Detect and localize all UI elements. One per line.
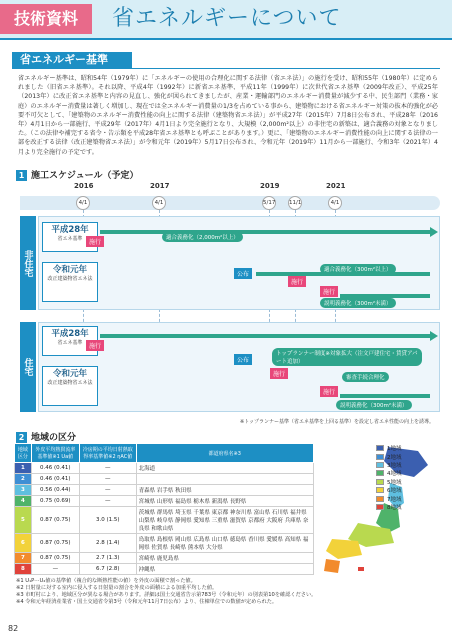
legend-item xyxy=(376,478,402,486)
region-number: 1 xyxy=(15,463,32,474)
legend-label: 5地域 xyxy=(387,479,402,486)
date-marker: 4/1 xyxy=(328,196,342,210)
table-row xyxy=(15,474,314,485)
page-title: 省エネルギーについて xyxy=(112,6,342,31)
residential-label: 住宅 xyxy=(20,322,36,412)
eta-value: — xyxy=(79,474,136,485)
regions-number: 2 xyxy=(16,432,27,443)
notes xyxy=(16,578,436,606)
table-row xyxy=(15,507,314,534)
header-rule xyxy=(0,38,452,40)
prefectures: 宮城県 山形県 福島県 栃木県 新潟県 長野県 xyxy=(136,496,313,507)
date-marker: 5/17 xyxy=(262,196,276,210)
year-label: 2019 xyxy=(260,182,280,190)
legend-swatch xyxy=(376,487,384,493)
schedule-number: 1 xyxy=(16,170,27,181)
year-label: 2017 xyxy=(150,182,170,190)
map-region xyxy=(358,567,364,571)
table-header: 地域区分 xyxy=(15,444,32,463)
legend-label: 2地域 xyxy=(387,454,402,461)
eta-value: 2.8 (1.4) xyxy=(79,534,136,553)
prefectures: 北海道 xyxy=(136,463,313,474)
event-label: トップランナー制度※対象拡大（注文戸建住宅・賃貸アパート追加） xyxy=(272,348,422,366)
standard-name: 令和元年 xyxy=(52,265,87,275)
table-header: 外皮平均熱貫流率基準値※1 Ua値 xyxy=(31,444,79,463)
legend-label: 1地域 xyxy=(387,446,402,453)
legend-swatch xyxy=(376,504,384,510)
arrow-head xyxy=(430,227,438,237)
prefectures: 鳥取県 島根県 岡山県 広島県 山口県 徳島県 香川県 愛媛県 高知県 福岡県 佐賀県 長崎県 熊本県 大分県 xyxy=(136,534,313,553)
legend-swatch xyxy=(376,454,384,460)
table-row xyxy=(15,534,314,553)
event-label: 公布 xyxy=(234,268,252,279)
standard-name: 平成28年 xyxy=(51,329,89,339)
standard-name: 令和元年 xyxy=(52,369,87,379)
ua-value: 0.46 (0.41) xyxy=(31,474,79,485)
legend-label: 4地域 xyxy=(387,471,402,478)
timeline-bar xyxy=(100,230,430,234)
table-row xyxy=(15,463,314,474)
region-number: 4 xyxy=(15,496,32,507)
eta-value: 6.7 (2.8) xyxy=(79,564,136,575)
legend-item xyxy=(376,444,402,452)
schedule-heading xyxy=(16,168,138,181)
date-marker: 4/1 xyxy=(76,196,90,210)
region-number: 8 xyxy=(15,564,32,575)
legend-label: 7地域 xyxy=(387,496,402,503)
non-residential-label: 非住宅 xyxy=(20,216,36,310)
event-label: 審査手続合理化 xyxy=(342,372,389,382)
table-header: 冷房期の平均日射熱取得率基準値※2 ηAC値 xyxy=(79,444,136,463)
map-legend xyxy=(376,444,402,511)
legend-item xyxy=(376,452,402,460)
legend-item xyxy=(376,503,402,511)
region-number: 5 xyxy=(15,507,32,534)
prefectures: 宮崎県 鹿児島県 xyxy=(136,553,313,564)
legend-label: 8地域 xyxy=(387,504,402,511)
legend-swatch xyxy=(376,496,384,502)
prefectures: 茨城県 群馬県 埼玉県 千葉県 東京都 神奈川県 富山県 石川県 福井県 山梨県 岐阜県 静岡県 愛知県 三重県 滋賀県 京都府 大阪府 兵庫県 奈良県 和歌山県 xyxy=(136,507,313,534)
legend-swatch xyxy=(376,479,384,485)
regions-heading xyxy=(16,430,76,443)
ua-value: 0.75 (0.69) xyxy=(31,496,79,507)
legend-item xyxy=(376,494,402,502)
schedule-heading-text: 施工スケジュール（予定） xyxy=(31,171,139,181)
ua-value: 0.56 (0.44) xyxy=(31,485,79,496)
eta-value: 3.0 (1.5) xyxy=(79,507,136,534)
table-row xyxy=(15,553,314,564)
regions-heading-text: 地域の区分 xyxy=(31,433,77,443)
event-label: 施行 xyxy=(320,386,338,397)
ua-value: 0.46 (0.41) xyxy=(31,463,79,474)
ua-value: 0.87 (0.75) xyxy=(31,534,79,553)
event-label: 適合義務化（2,000m²以上） xyxy=(162,232,243,242)
legend-label: 6地域 xyxy=(387,488,402,495)
map-region xyxy=(324,559,340,573)
ua-value: 0.87 (0.75) xyxy=(31,507,79,534)
event-label: 施行 xyxy=(86,236,104,247)
event-label: 施行 xyxy=(270,368,288,379)
legend-swatch xyxy=(376,462,384,468)
prefectures: 青森県 岩手県 秋田県 xyxy=(136,485,313,496)
note-line: ※2 日射量に対する室内に侵入する日射量の割合を外皮の面積による加重平均した値。 xyxy=(16,585,218,591)
ua-value: — xyxy=(31,564,79,575)
event-label: 説明義務化（300m²未満） xyxy=(336,400,412,410)
date-marker: 4/1 xyxy=(152,196,166,210)
region-number: 3 xyxy=(15,485,32,496)
page-header xyxy=(0,0,452,46)
eta-value: — xyxy=(79,463,136,474)
region-number: 6 xyxy=(15,534,32,553)
event-label: 施行 xyxy=(86,340,104,351)
legend-label: 3地域 xyxy=(387,462,402,469)
intro-paragraph: 省エネルギー基準は、昭和54年（1979年）に「エネルギーの使用の合理化に関する法律（省エネ法）」の施行を受け、昭和55年（1980年）に定められました（旧省エネ基準）。それ以降、平成4年（1992年）に新省エネ基準、平成11年（1999年）に次世代省エネ基準（2009年改正）、平成25年（2013年）に改正省エネ基準と内容の見直し、強化が図られてきましたが、産業・運輸部門のエネルギー消費量が減少する中、民生部門（業務・家庭）のエネルギー消費量は著しく増加し、現在では全エネルギー消費量の1/3を占めている事から、建築物における省エネルギー対策の抜本的強化が必要不可欠として、「建築物のエネルギー消費性能の向上に関する法律（建築物省エネ法）」が平成27年（2015年）7月8日公布され、平成28年（2016年）4月1日から一部施行、平成29年（2017年）4月1日より完全施行となり、大規模（2,000m²以上）の非住宅の新築は、適合義務の対象となりました。（この法律や補完する省令・告示類を平成28年省エネ基準とも呼ぶことがあります。）更に、「建築物のエネルギー消費性能の向上に関する法律の一部を改正する法律（改正建築物省エネ法）」が令和元年（2019年）5月17日公布され、令和元年（2019年）11月から一部施行、令和3年（2021年）4月より完全施行の予定です。 xyxy=(18,75,438,156)
timeline-bar xyxy=(100,334,430,338)
standard-name: 平成28年 xyxy=(51,225,89,235)
note-line: ※4 令和元年経済産業省・国土交通省令第3号（令和元年11月7日公布）より、住棟単位での数値が定められた。 xyxy=(16,599,278,605)
map-region xyxy=(326,539,362,559)
event-label: 適合義務化（300m²以上） xyxy=(320,264,396,274)
section-heading: 省エネルギー基準 xyxy=(12,52,132,68)
event-label: 施行 xyxy=(320,286,338,297)
schedule-timeline xyxy=(20,182,440,414)
event-label: 説明義務化（300m²未満） xyxy=(320,298,396,308)
standard-sub: 改正建築物省エネ法 xyxy=(47,380,93,386)
year-label: 2016 xyxy=(74,182,94,190)
eta-value: — xyxy=(79,496,136,507)
timeline-bar xyxy=(340,394,430,398)
eta-value: — xyxy=(79,485,136,496)
date-marker: 11/1 xyxy=(288,196,302,210)
note-line: ※3 市町村により、地域区分が異なる場合があります。詳細は国土交通省告示第783号（令和元年）の別表第10を確認ください。 xyxy=(16,592,317,598)
table-row xyxy=(15,496,314,507)
page-number: 82 xyxy=(8,624,19,633)
table-header: 都道府県名※3 xyxy=(136,444,313,463)
section-rule xyxy=(12,68,440,69)
standard-sub: 改正建築物省エネ法 xyxy=(47,276,93,282)
legend-item xyxy=(376,469,402,477)
region-number: 2 xyxy=(15,474,32,485)
table-row xyxy=(15,485,314,496)
event-label: 公布 xyxy=(234,354,252,365)
prefectures xyxy=(136,474,313,485)
event-label: 施行 xyxy=(288,276,306,287)
standard-box xyxy=(42,262,98,302)
note-line: ※1 U₁P⋯U₄値の基準値（複合的な断熱性能の値）を外皮の面積で割った値。 xyxy=(16,578,196,584)
schedule-footnote: ※トップランナー基準（省エネ基準を上回る基準）を設定し省エネ性能の向上を誘導。 xyxy=(240,419,435,425)
table-row xyxy=(15,564,314,575)
ua-value: 0.87 (0.75) xyxy=(31,553,79,564)
eta-value: 2.7 (1.3) xyxy=(79,553,136,564)
standard-sub: 省エネ基準 xyxy=(57,340,83,346)
section-tag: 技術資料 xyxy=(0,4,92,34)
legend-swatch xyxy=(376,445,384,451)
year-label: 2021 xyxy=(326,182,346,190)
standard-box xyxy=(42,366,98,406)
legend-swatch xyxy=(376,470,384,476)
regions-table xyxy=(14,443,314,575)
legend-item xyxy=(376,461,402,469)
standard-sub: 省エネ基準 xyxy=(57,236,83,242)
prefectures: 沖縄県 xyxy=(136,564,313,575)
legend-item xyxy=(376,486,402,494)
region-number: 7 xyxy=(15,553,32,564)
arrow-head xyxy=(430,331,438,341)
